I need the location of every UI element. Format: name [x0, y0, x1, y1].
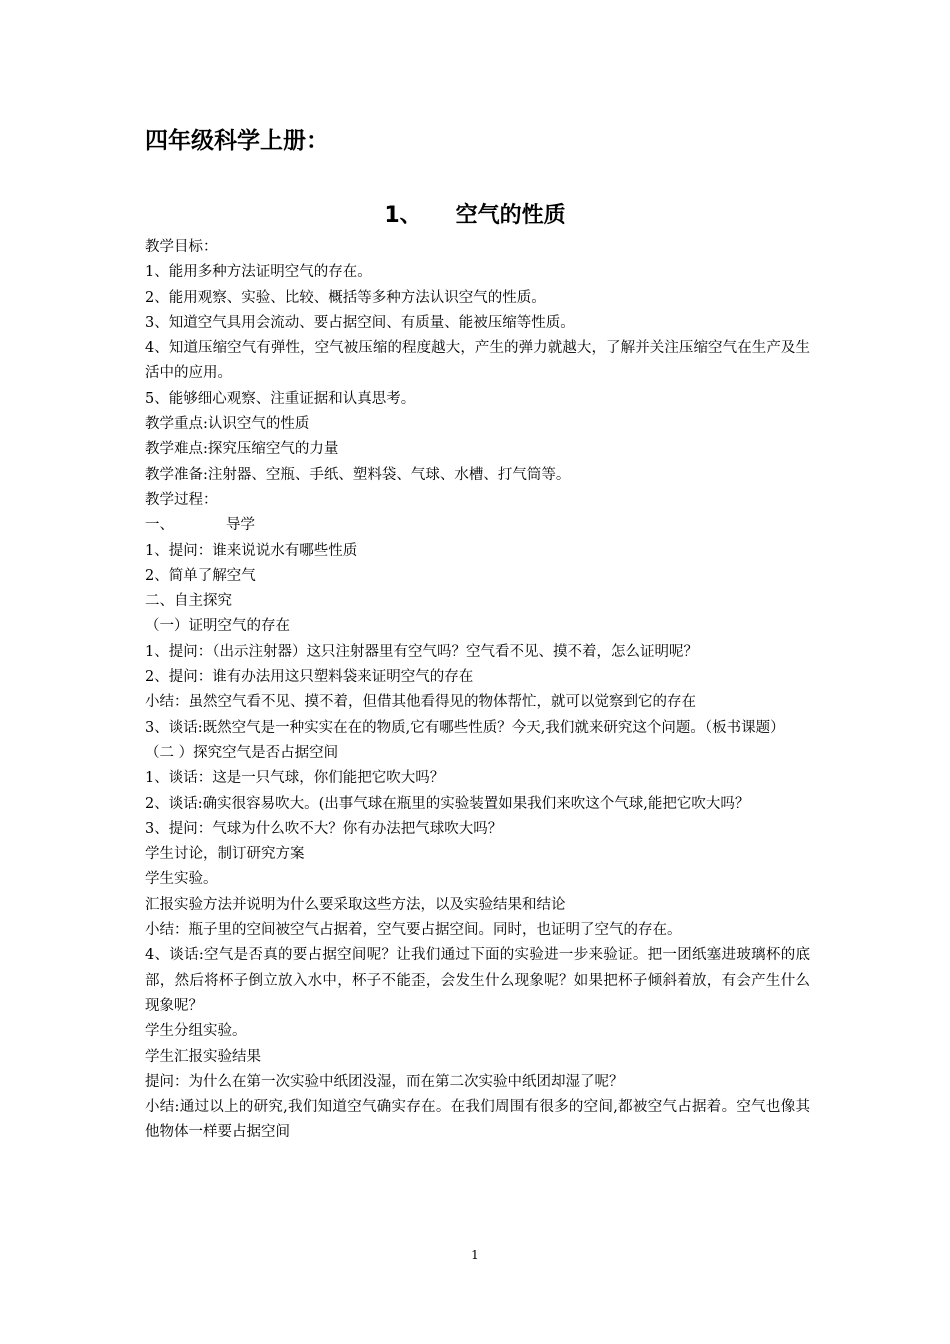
- paragraph: 学生汇报实验结果: [145, 1048, 261, 1065]
- paragraph: 小结：瓶子里的空间被空气占据着，空气要占据空间。同时，也证明了空气的存在。: [145, 922, 682, 939]
- lesson-body: [145, 235, 810, 1146]
- lesson-title: [0, 198, 950, 229]
- page-number: 1: [471, 1248, 479, 1262]
- paragraph: 2、简单了解空气: [145, 567, 256, 584]
- paragraph: 2、谈话:确实很容易吹大。(出事气球在瓶里的实验装置如果我们来吹这个气球,能把它吹大吗？: [145, 795, 750, 812]
- paragraph: 教学准备:注射器、空瓶、手纸、塑料袋、气球、水槽、打气筒等。: [145, 466, 571, 483]
- paragraph: 4、谈话:空气是否真的要占据空间呢？让我们通过下面的实验进一步来验证。把一团纸塞进玻璃杯的底部，然后将杯子倒立放入水中，杯子不能歪，会发生什么现象呢？如果把杯子倾斜着放，有会产生什么现象呢？: [145, 947, 810, 1014]
- paragraph: 3、提问：气球为什么吹不大？你有办法把气球吹大吗？: [145, 820, 503, 837]
- paragraph: 1、谈话：这是一只气球，你们能把它吹大吗？: [145, 770, 445, 787]
- paragraph: 教学目标：: [145, 239, 218, 255]
- paragraph: （一）证明空气的存在: [145, 618, 290, 635]
- paragraph: 4、知道压缩空气有弹性，空气被压缩的程度越大，产生的弹力就越大，了解并关注压缩空气在生产及生活中的应用。: [145, 340, 810, 382]
- paragraph: 提问：为什么在第一次实验中纸团没湿，而在第二次实验中纸团却湿了呢？: [145, 1073, 624, 1090]
- paragraph: （二 ）探究空气是否占据空间: [145, 744, 339, 761]
- paragraph: 小结：虽然空气看不见、摸不着，但借其他看得见的物体帮忙，就可以觉察到它的存在: [145, 694, 696, 711]
- paragraph: 教学过程：: [145, 491, 218, 508]
- paragraph: 1、提问：（出示注射器）这只注射器里有空气吗？空气看不见、摸不着，怎么证明呢？: [145, 643, 698, 660]
- paragraph: 汇报实验方法并说明为什么要采取这些方法，以及实验结果和结论: [145, 896, 566, 913]
- paragraph: [145, 513, 810, 538]
- paragraph: 教学难点:探究压缩空气的力量: [145, 441, 339, 458]
- paragraph: 1、提问：谁来说说水有哪些性质: [145, 542, 358, 559]
- paragraph: 1、能用多种方法证明空气的存在。: [145, 264, 372, 281]
- section-label: 导学: [226, 517, 255, 534]
- paragraph: 学生讨论，制订研究方案: [145, 846, 305, 863]
- paragraph: 二、自主探究: [145, 593, 232, 610]
- paragraph: 3、谈话:既然空气是一种实实在在的物质,它有哪些性质？今天,我们就来研究这个问题。（板书课题）: [145, 719, 785, 736]
- paragraph: 2、提问：谁有办法用这只塑料袋来证明空气的存在: [145, 669, 474, 686]
- section-marker: 一、: [145, 517, 174, 534]
- paragraph: 2、能用观察、实验、比较、概括等多种方法认识空气的性质。: [145, 289, 546, 306]
- document-title: 四年级科学上册：: [145, 128, 329, 154]
- paragraph: 教学重点:认识空气的性质: [145, 416, 310, 433]
- lesson-number: 1、: [384, 203, 422, 228]
- lesson-title-text: 空气的性质: [455, 203, 566, 228]
- paragraph: 5、能够细心观察、注重证据和认真思考。: [145, 390, 416, 407]
- paragraph: 学生实验。: [145, 871, 218, 888]
- paragraph: 学生分组实验。: [145, 1023, 247, 1040]
- paragraph: 3、知道空气具用会流动、要占据空间、有质量、能被压缩等性质。: [145, 314, 575, 331]
- paragraph: 小结:通过以上的研究,我们知道空气确实存在。在我们周围有很多的空间,都被空气占据着。空气也像其他物体一样要占据空间: [145, 1099, 810, 1141]
